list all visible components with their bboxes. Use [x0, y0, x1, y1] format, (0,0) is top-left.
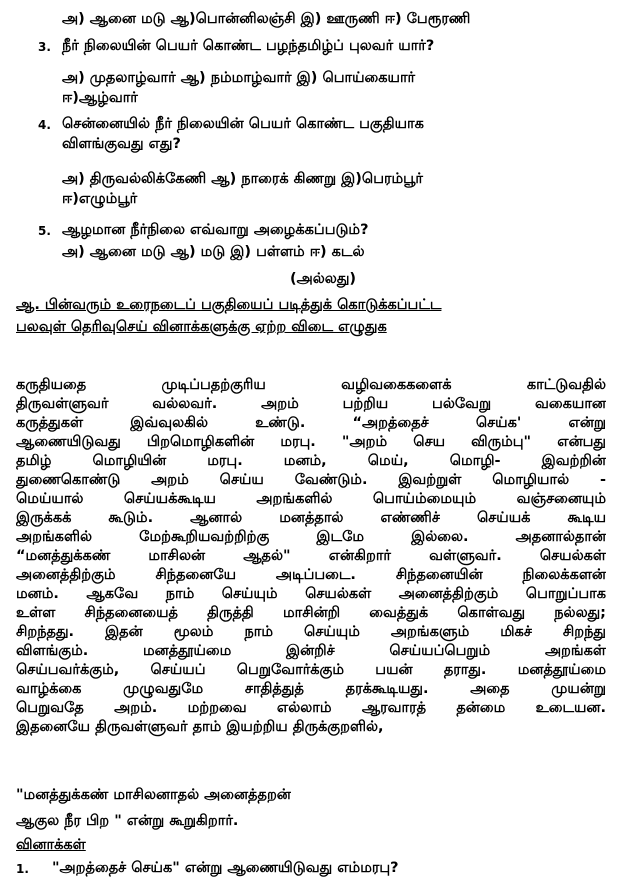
passage-line: மனம். ஆகவே நாம் செய்யும் செயல்கள் அனைத்திற்கும் பொறுப்பாக: [16, 586, 606, 602]
q4-question-line2: விளங்குவது எது?: [62, 136, 181, 152]
passage-line: ஆணையிடுவது பிறமொழிகளின் மரபு. "அறம் செய விரும்பு" என்பது: [16, 434, 606, 450]
q4-question-line1: சென்னையில் நீர் நிலையின் பெயர் கொண்ட பகுதியாக: [62, 116, 424, 132]
q2-options: அ) ஆனை மடு ஆ)பொன்னிலஞ்சி இ) ஊருணி ஈ) பேரூரணி: [62, 11, 471, 27]
q1-number: 1.: [16, 862, 29, 876]
passage-line: பெறுவதே அறம். மற்றவை எல்லாம் ஆரவாரத் தன்மை உடையன.: [16, 700, 606, 716]
passage-line: அறங்களில் மேற்கூறியவற்றிற்கு இடமே இல்லை. அதனால்தான்: [16, 529, 606, 545]
kural-line2: ஆகுல நீர பிற " என்று கூறுகிறார்.: [16, 813, 239, 829]
passage-line: தமிழ் மொழியின் மரபு. மனம், மெய், மொழி- இவற்றின்: [16, 453, 606, 469]
q4-number: 4.: [38, 118, 51, 132]
passage-line: இதனையே திருவள்ளுவர் தாம் இயற்றிய திருக்குறளில்,: [16, 719, 384, 735]
q4-options-line2: ஈ)எழும்பூர்: [62, 191, 138, 207]
passage-line: உள்ள சிந்தனையைத் திருத்தி மாசின்றி வைத்துக் கொள்வது நல்லது;: [16, 605, 606, 621]
questions-heading: வினாக்கள்: [16, 837, 86, 853]
passage-line: செய்பவர்க்கும், செய்யப் பெறுவோர்க்கும் பயன் தராது. மனத்தூய்மை: [16, 662, 606, 678]
q4-options-line1: அ) திருவல்லிக்கேணி ஆ) நாரைக் கிணறு இ)பெரம்பூர்: [62, 171, 423, 187]
reading-passage: [16, 376, 606, 737]
kural-line1: "மனத்துக்கண் மாசிலனாதல் அனைத்தறன்: [16, 787, 291, 803]
q3-options-line2: ஈ)ஆழ்வார்: [62, 90, 138, 106]
section-b-heading-line1: ஆ. பின்வரும் உரைநடைப் பகுதியைப் படித்துக் கொடுக்கப்பட்ட: [16, 297, 442, 313]
or-label: (அல்லது): [290, 271, 357, 287]
q3-number: 3.: [38, 40, 51, 54]
q1-question: "அறத்தைச் செய்க" என்று ஆணையிடுவது எம்மரபு?: [52, 860, 399, 876]
passage-line: சிறந்தது. இதன் மூலம் நாம் செய்யும் அறங்களும் மிகச் சிறந்து: [16, 624, 606, 640]
passage-line: கருத்துகள் இவ்வுலகில் உண்டு. “அறத்தைச் செய்க' என்று: [16, 415, 606, 431]
passage-line: வாழ்க்கை முழுவதுமே சாதித்துத் தரக்கூடியது. அதை முயன்று: [16, 681, 606, 697]
passage-line: கருதியதை முடிப்பதற்குரிய வழிவகைகளைக் காட்டுவதில்: [16, 377, 606, 393]
passage-line: விளங்கும். மனத்தூய்மை இன்றிச் செய்யப்பெறும் அறங்கள்: [16, 643, 606, 659]
q5-number: 5.: [38, 224, 51, 238]
passage-line: அனைத்திற்கும் சிந்தனையே அடிப்படை. சிந்தனையின் நிலைக்களன்: [16, 567, 606, 583]
section-b-heading-line2: பலவுள் தெரிவுசெய் வினாக்களுக்கு ஏற்ற விடை எழுதுக: [16, 319, 387, 335]
passage-line: “மனத்துக்கண் மாசிலன் ஆதல்" என்கிறார் வள்ளுவர். செயல்கள்: [16, 548, 606, 564]
passage-line: இருக்கக் கூடும். ஆனால் மனத்தால் எண்ணிச் செய்யக் கூடிய: [16, 510, 606, 526]
q5-question: ஆழமான நீர்நிலை எவ்வாறு அழைக்கப்படும்?: [62, 222, 369, 238]
passage-line: துணைகொண்டு அறம் செய்ய வேண்டும். இவற்றுள் மொழியால் -: [16, 472, 606, 488]
q3-question: நீர் நிலையின் பெயர் கொண்ட பழந்தமிழ்ப் புலவர் யார்?: [62, 38, 435, 54]
q3-options-line1: அ) முதலாழ்வார் ஆ) நம்மாழ்வார் இ) பொய்கையார்: [62, 70, 416, 86]
passage-line: திருவள்ளுவர் வல்லவர். அறம் பற்றிய பல்வேறு வகையான: [16, 396, 606, 412]
passage-line: மெய்யால் செய்யக்கூடிய அறங்களில் பொய்ம்மையும் வஞ்சனையும்: [16, 491, 606, 507]
q5-options: அ) ஆனை மடு ஆ) மடு இ) பள்ளம் ஈ) கடல்: [62, 244, 365, 260]
